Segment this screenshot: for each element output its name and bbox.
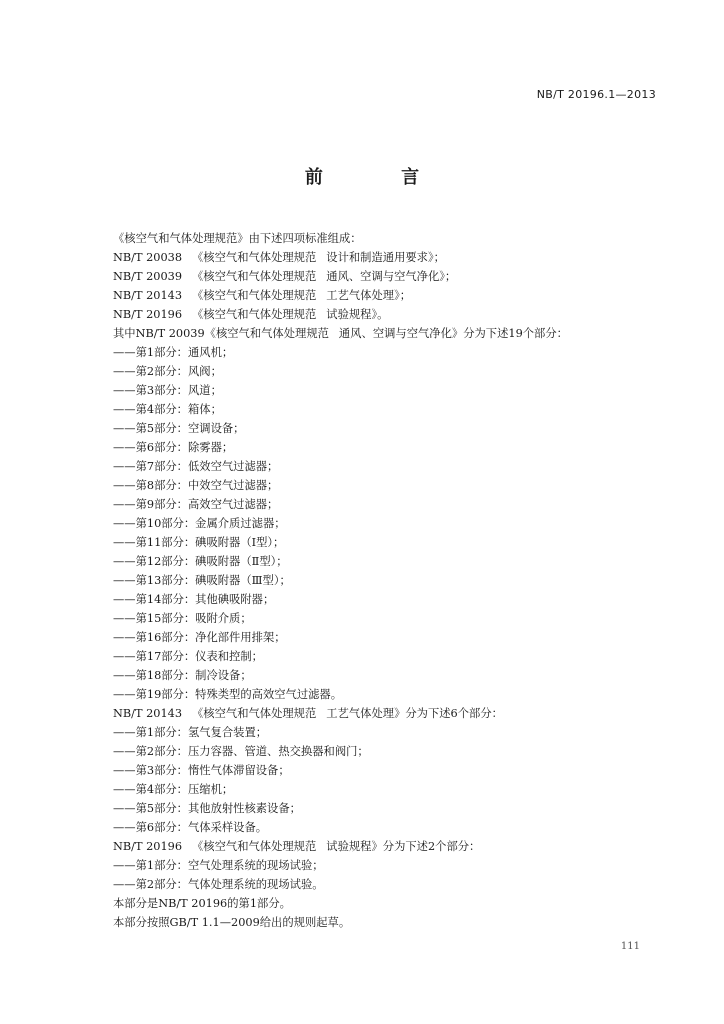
list-item: ——第6部分：除雾器；: [113, 441, 234, 454]
list-item: ——第14部分：其他碘吸附器；: [113, 593, 275, 606]
list-item: ——第5部分：空调设备；: [113, 422, 245, 435]
section-heading: NB/T 20143 《核空气和气体处理规范 工艺气体处理》分为下述6个部分：: [113, 707, 503, 720]
closing-line: 本部分按照GB/T 1.1—2009给出的规则起草。: [113, 916, 351, 929]
closing-line: 本部分是NB/T 20196的第1部分。: [113, 897, 291, 910]
list-item: ——第17部分：仪表和控制；: [113, 650, 263, 663]
list-item: ——第16部分：净化部件用排架；: [113, 631, 286, 644]
list-item: ——第11部分：碘吸附器（Ⅰ型）；: [113, 536, 285, 549]
list-item: ——第12部分：碘吸附器（Ⅱ型）；: [113, 555, 288, 568]
list-item: ——第1部分：氢气复合装置；: [113, 726, 268, 739]
page-title: 前 言: [304, 167, 456, 188]
list-item: ——第4部分：压缩机；: [113, 783, 234, 796]
list-item: ——第3部分：惰性气体滞留设备；: [113, 764, 290, 777]
list-item: ——第7部分：低效空气过滤器；: [113, 460, 279, 473]
list-item: ——第8部分：中效空气过滤器；: [113, 479, 279, 492]
list-item: ——第10部分：金属介质过滤器；: [113, 517, 286, 530]
list-item: ——第1部分：空气处理系统的现场试验；: [113, 859, 324, 872]
list-item: ——第18部分：制冷设备；: [113, 669, 252, 682]
standard-line: NB/T 20039 《核空气和气体处理规范 通风、空调与空气净化》；: [113, 270, 457, 283]
list-item: ——第2部分：压力容器、管道、热交换器和阀门；: [113, 745, 369, 758]
standard-line: NB/T 20196 《核空气和气体处理规范 试验规程》。: [113, 308, 389, 321]
list-item: ——第13部分：碘吸附器（Ⅲ型）；: [113, 574, 291, 587]
standard-code: NB/T 20196.1—2013: [536, 88, 656, 101]
list-item: ——第2部分：风阀；: [113, 365, 222, 378]
standard-line: NB/T 20038 《核空气和气体处理规范 设计和制造通用要求》；: [113, 251, 445, 264]
list-item: ——第5部分：其他放射性核素设备；: [113, 802, 301, 815]
page-number: 111: [620, 941, 640, 952]
list-item: ——第19部分：特殊类型的高效空气过滤器。: [113, 688, 343, 701]
section-heading: 其中NB/T 20039《核空气和气体处理规范 通风、空调与空气净化》分为下述19个部分：: [113, 327, 568, 340]
list-item: ——第6部分：气体采样设备。: [113, 821, 268, 834]
list-item: ——第9部分：高效空气过滤器；: [113, 498, 279, 511]
list-item: ——第3部分：风道；: [113, 384, 222, 397]
intro-line: 《核空气和气体处理规范》由下述四项标准组成：: [113, 232, 362, 245]
standard-line: NB/T 20143 《核空气和气体处理规范 工艺气体处理》；: [113, 289, 412, 302]
foreword-body: [113, 229, 673, 932]
section-heading: NB/T 20196 《核空气和气体处理规范 试验规程》分为下述2个部分：: [113, 840, 481, 853]
list-item: ——第15部分：吸附介质；: [113, 612, 252, 625]
list-item: ——第2部分：气体处理系统的现场试验。: [113, 878, 324, 891]
list-item: ——第1部分：通风机；: [113, 346, 234, 359]
list-item: ——第4部分：箱体；: [113, 403, 222, 416]
